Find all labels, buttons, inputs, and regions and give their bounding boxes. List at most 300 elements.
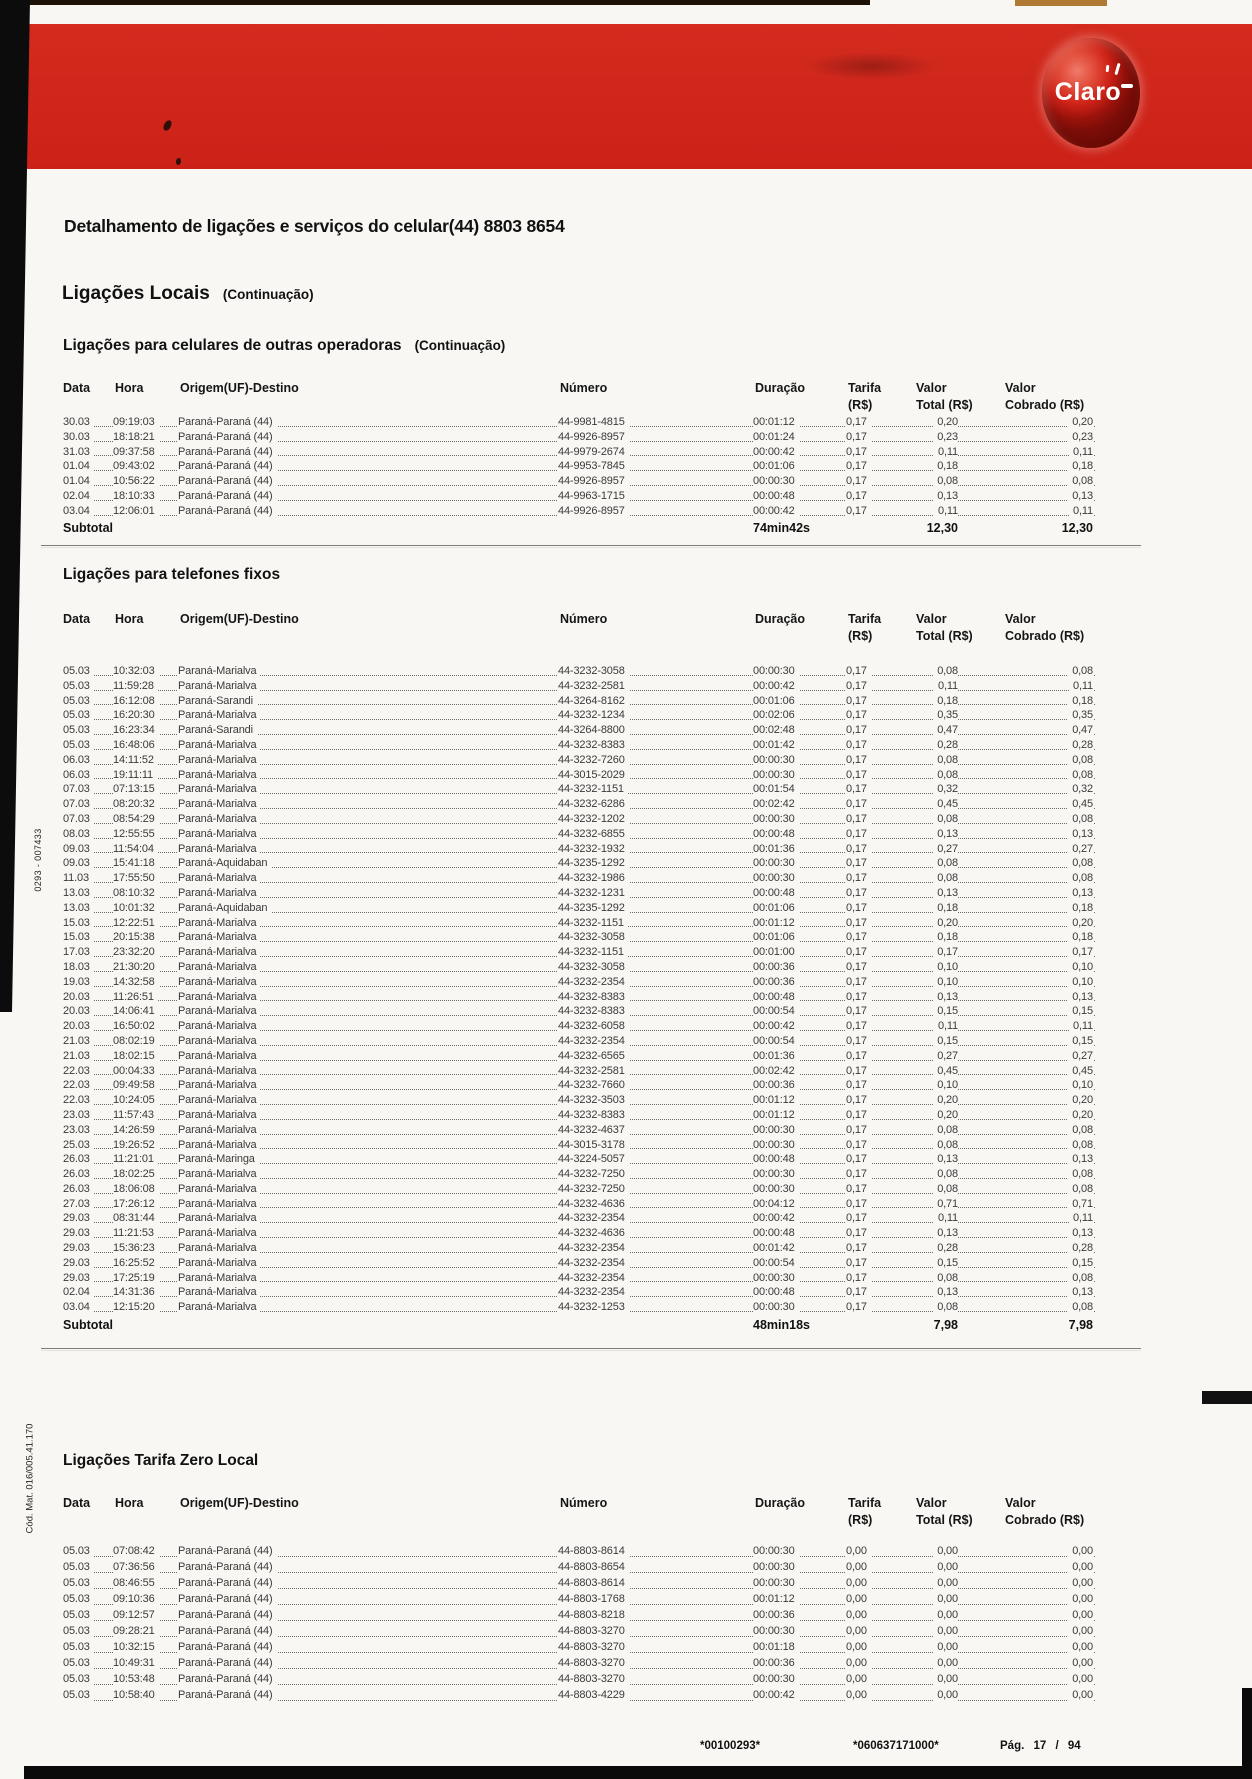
value-charged: 0,00 — [1068, 1560, 1093, 1575]
time: 17:25:19 — [113, 1271, 159, 1286]
tariff: 0,17 — [846, 827, 871, 842]
claro-logo — [1042, 38, 1140, 148]
subtotal-row — [63, 521, 1095, 539]
scan-edge-top-tan — [1015, 0, 1107, 6]
value-total: 0,18 — [933, 901, 958, 916]
date: 05.03 — [63, 1672, 94, 1687]
tariff: 0,17 — [846, 990, 871, 1005]
time: 18:02:25 — [113, 1167, 159, 1182]
duration: 00:01:12 — [753, 1093, 799, 1108]
time: 16:20:30 — [113, 708, 159, 723]
value-charged: 0,15 — [1068, 1004, 1093, 1019]
time: 10:32:15 — [113, 1640, 159, 1655]
value-total: 0,10 — [933, 1078, 958, 1093]
origin-destination: Paraná-Paraná (44) — [178, 1640, 277, 1655]
date: 06.03 — [63, 768, 94, 783]
value-charged: 0,00 — [1068, 1656, 1093, 1671]
value-total: 0,08 — [933, 871, 958, 886]
call-row — [63, 753, 1095, 768]
time: 08:20:32 — [113, 797, 159, 812]
date: 05.03 — [63, 664, 94, 679]
col-header-numero: Número — [560, 612, 608, 626]
value-total: 0,08 — [933, 812, 958, 827]
subtotal-label: Subtotal — [63, 1318, 113, 1332]
value-total: 0,45 — [933, 797, 958, 812]
duration: 00:00:36 — [753, 1656, 799, 1671]
value-total: 0,13 — [933, 990, 958, 1005]
section-title-text: Ligações Locais — [62, 283, 210, 304]
tariff: 0,00 — [846, 1560, 871, 1575]
duration: 00:01:06 — [753, 459, 799, 474]
call-row — [63, 1197, 1095, 1212]
value-total: 0,00 — [933, 1608, 958, 1623]
value-charged: 0,11 — [1069, 1019, 1093, 1034]
value-total: 0,28 — [933, 1241, 958, 1256]
value-total: 0,08 — [933, 1167, 958, 1182]
number: 44-9926-8957 — [558, 430, 629, 445]
date: 23.03 — [63, 1123, 94, 1138]
date: 29.03 — [63, 1211, 94, 1226]
origin-destination: Paraná-Marialva — [178, 812, 260, 827]
number: 44-3235-1292 — [558, 901, 629, 916]
call-row — [63, 1182, 1095, 1197]
origin-destination: Paraná-Marialva — [178, 782, 260, 797]
number: 44-3232-2354 — [558, 1241, 629, 1256]
value-charged: 0,00 — [1068, 1608, 1093, 1623]
number: 44-9926-8957 — [558, 504, 629, 519]
tariff: 0,17 — [846, 1049, 871, 1064]
duration: 00:00:42 — [753, 1688, 799, 1703]
time: 09:28:21 — [113, 1624, 159, 1639]
date: 05.03 — [63, 1656, 94, 1671]
value-charged: 0,11 — [1069, 1211, 1093, 1226]
subtotal-duration: 48min18s — [753, 1318, 810, 1332]
call-row — [63, 1271, 1095, 1286]
tariff: 0,17 — [846, 945, 871, 960]
duration: 00:00:54 — [753, 1034, 799, 1049]
date: 13.03 — [63, 901, 94, 916]
table-celulares-outras-operadoras — [63, 337, 1095, 567]
date: 07.03 — [63, 812, 94, 827]
value-total: 0,08 — [933, 753, 958, 768]
number: 44-3232-7250 — [558, 1167, 629, 1182]
section-title-locais — [62, 283, 314, 305]
duration: 00:01:42 — [753, 738, 799, 753]
value-charged: 0,45 — [1068, 1064, 1093, 1079]
origin-destination: Paraná-Marialva — [178, 960, 260, 975]
col-header-numero: Número — [560, 381, 608, 395]
time: 18:18:21 — [113, 430, 159, 445]
origin-destination: Paraná-Paraná (44) — [178, 1544, 277, 1559]
tariff: 0,17 — [846, 960, 871, 975]
origin-destination: Paraná-Marialva — [178, 797, 260, 812]
col-header-origem: Origem(UF)-Destino — [180, 1496, 299, 1510]
duration: 00:00:30 — [753, 1167, 799, 1182]
time: 18:02:15 — [113, 1049, 159, 1064]
time: 16:48:06 — [113, 738, 159, 753]
duration: 00:00:48 — [753, 886, 799, 901]
value-total: 0,13 — [933, 886, 958, 901]
tariff: 0,17 — [846, 430, 871, 445]
call-row — [63, 504, 1095, 519]
tariff: 0,17 — [846, 1004, 871, 1019]
value-charged: 0,10 — [1068, 1078, 1093, 1093]
tariff: 0,17 — [846, 768, 871, 783]
tariff: 0,17 — [846, 459, 871, 474]
number: 44-3232-2581 — [558, 1064, 629, 1079]
duration: 00:01:00 — [753, 945, 799, 960]
col-header-duracao: Duração — [755, 612, 806, 626]
col-header-tarifa-rs: (R$) — [848, 629, 873, 643]
value-total: 0,11 — [934, 445, 958, 460]
number: 44-9953-7845 — [558, 459, 629, 474]
number: 44-8803-8654 — [558, 1560, 629, 1575]
value-charged: 0,08 — [1068, 856, 1093, 871]
number: 44-9963-1715 — [558, 489, 629, 504]
col-header-hora: Hora — [115, 1496, 144, 1510]
duration: 00:00:30 — [753, 1271, 799, 1286]
tariff: 0,17 — [846, 782, 871, 797]
claro-logo-text: Claro — [1054, 78, 1122, 106]
time: 09:12:57 — [113, 1608, 159, 1623]
time: 18:10:33 — [113, 489, 159, 504]
origin-destination: Paraná-Marialva — [178, 916, 260, 931]
tariff: 0,17 — [846, 1093, 871, 1108]
call-row — [63, 1592, 1095, 1608]
origin-destination: Paraná-Marialva — [178, 1211, 260, 1226]
table-header — [63, 612, 1095, 648]
call-row — [63, 474, 1095, 489]
number: 44-3232-3058 — [558, 664, 629, 679]
col-header-valor-cobrado-rs: Cobrado (R$) — [1005, 629, 1085, 643]
col-header-valor-cobrado: Valor — [1005, 1496, 1036, 1510]
number: 44-3232-2354 — [558, 1211, 629, 1226]
call-row — [63, 916, 1095, 931]
tariff: 0,17 — [846, 489, 871, 504]
time: 10:53:48 — [113, 1672, 159, 1687]
footer-code-left: *00100293* — [700, 1740, 761, 1752]
table-rows — [63, 415, 1095, 519]
origin-destination: Paraná-Marialva — [178, 1138, 260, 1153]
value-total: 0,45 — [933, 1064, 958, 1079]
col-header-valor-cobrado: Valor — [1005, 381, 1036, 395]
number: 44-3232-4636 — [558, 1197, 629, 1212]
value-total: 0,11 — [934, 504, 958, 519]
origin-destination: Paraná-Marialva — [178, 1256, 260, 1271]
call-row — [63, 871, 1095, 886]
date: 19.03 — [63, 975, 94, 990]
value-charged: 0,08 — [1068, 664, 1093, 679]
date: 30.03 — [63, 430, 94, 445]
value-total: 0,00 — [933, 1560, 958, 1575]
date: 05.03 — [63, 1576, 94, 1591]
date: 23.03 — [63, 1108, 94, 1123]
date: 27.03 — [63, 1197, 94, 1212]
call-row — [63, 1608, 1095, 1624]
margin-code-bottom: Cód. Mat. 016/005.41.170 — [24, 1423, 36, 1534]
duration: 00:00:30 — [753, 871, 799, 886]
tariff: 0,17 — [846, 1078, 871, 1093]
date: 18.03 — [63, 960, 94, 975]
duration: 00:00:42 — [753, 1211, 799, 1226]
origin-destination: Paraná-Aquidaban — [178, 901, 271, 916]
value-total: 0,08 — [933, 664, 958, 679]
call-row — [63, 975, 1095, 990]
value-charged: 0,20 — [1068, 415, 1093, 430]
origin-destination: Paraná-Marialva — [178, 1167, 260, 1182]
value-total: 0,28 — [933, 738, 958, 753]
number: 44-8803-4229 — [558, 1688, 629, 1703]
col-header-data: Data — [63, 612, 91, 626]
call-row — [63, 1226, 1095, 1241]
value-total: 0,08 — [933, 856, 958, 871]
call-row — [63, 1093, 1095, 1108]
value-charged: 0,11 — [1069, 504, 1093, 519]
value-charged: 0,08 — [1068, 812, 1093, 827]
date: 20.03 — [63, 1004, 94, 1019]
date: 03.04 — [63, 1300, 94, 1315]
value-total: 0,15 — [933, 1004, 958, 1019]
origin-destination: Paraná-Marialva — [178, 1285, 260, 1300]
tariff: 0,17 — [846, 930, 871, 945]
value-total: 0,13 — [933, 1152, 958, 1167]
subtotal-valor-total: 12,30 — [926, 521, 958, 535]
tariff: 0,17 — [846, 694, 871, 709]
col-header-valor-cobrado-rs: Cobrado (R$) — [1005, 398, 1085, 412]
value-total: 0,00 — [933, 1688, 958, 1703]
number: 44-9926-8957 — [558, 474, 629, 489]
tariff: 0,17 — [846, 812, 871, 827]
number: 44-3232-3058 — [558, 960, 629, 975]
duration: 00:01:12 — [753, 1592, 799, 1607]
origin-destination: Paraná-Paraná (44) — [178, 415, 277, 430]
value-total: 0,10 — [933, 960, 958, 975]
duration: 00:00:48 — [753, 1285, 799, 1300]
date: 13.03 — [63, 886, 94, 901]
date: 15.03 — [63, 930, 94, 945]
col-header-hora: Hora — [115, 612, 144, 626]
col-header-valor-cobrado: Valor — [1005, 612, 1036, 626]
time: 19:11:11 — [113, 768, 157, 783]
value-charged: 0,00 — [1068, 1640, 1093, 1655]
tariff: 0,17 — [846, 871, 871, 886]
margin-code-top: 0293 - 007433 — [33, 828, 43, 892]
call-row — [63, 1167, 1095, 1182]
call-row — [63, 738, 1095, 753]
tariff: 0,00 — [846, 1592, 871, 1607]
section-title-fixos: Ligações para telefones fixos — [63, 566, 281, 583]
call-row — [63, 1300, 1095, 1315]
date: 02.04 — [63, 489, 94, 504]
tariff: 0,00 — [846, 1656, 871, 1671]
value-charged: 0,20 — [1068, 916, 1093, 931]
tariff: 0,00 — [846, 1576, 871, 1591]
tariff: 0,17 — [846, 901, 871, 916]
date: 05.03 — [63, 694, 94, 709]
tariff: 0,17 — [846, 664, 871, 679]
time: 00:04:33 — [113, 1064, 159, 1079]
duration: 00:00:54 — [753, 1256, 799, 1271]
date: 01.04 — [63, 459, 94, 474]
value-charged: 0,13 — [1068, 1226, 1093, 1241]
time: 10:58:40 — [113, 1688, 159, 1703]
duration: 00:00:48 — [753, 1152, 799, 1167]
origin-destination: Paraná-Paraná (44) — [178, 1608, 277, 1623]
col-header-duracao: Duração — [755, 1496, 806, 1510]
call-row — [63, 1256, 1095, 1271]
date: 17.03 — [63, 945, 94, 960]
call-row — [63, 694, 1095, 709]
duration: 00:00:48 — [753, 827, 799, 842]
time: 10:56:22 — [113, 474, 159, 489]
value-charged: 0,08 — [1068, 474, 1093, 489]
table-header — [63, 1496, 1095, 1532]
origin-destination: Paraná-Marialva — [178, 753, 260, 768]
duration: 00:01:06 — [753, 930, 799, 945]
call-row — [63, 679, 1095, 694]
tariff: 0,00 — [846, 1640, 871, 1655]
scan-edge-top — [0, 0, 870, 5]
value-charged: 0,00 — [1068, 1672, 1093, 1687]
tariff: 0,00 — [846, 1672, 871, 1687]
duration: 00:02:42 — [753, 797, 799, 812]
date: 31.03 — [63, 445, 94, 460]
number: 44-3232-1202 — [558, 812, 629, 827]
origin-destination: Paraná-Paraná (44) — [178, 474, 277, 489]
scan-speck — [175, 158, 181, 166]
time: 18:06:08 — [113, 1182, 159, 1197]
time: 14:31:36 — [113, 1285, 159, 1300]
tariff: 0,00 — [846, 1608, 871, 1623]
tariff: 0,17 — [846, 1300, 871, 1315]
duration: 00:00:30 — [753, 856, 799, 871]
time: 11:59:28 — [113, 679, 158, 694]
subtotal-valor-total: 7,98 — [933, 1318, 958, 1332]
col-header-valor-total: Valor — [916, 1496, 947, 1510]
value-total: 0,08 — [933, 1300, 958, 1315]
value-charged: 0,00 — [1068, 1544, 1093, 1559]
tariff: 0,17 — [846, 797, 871, 812]
origin-destination: Paraná-Marialva — [178, 827, 260, 842]
tariff: 0,17 — [846, 1256, 871, 1271]
origin-destination: Paraná-Marialva — [178, 930, 260, 945]
value-charged: 0,27 — [1068, 842, 1093, 857]
call-row — [63, 1049, 1095, 1064]
time: 09:43:02 — [113, 459, 159, 474]
value-total: 0,18 — [933, 930, 958, 945]
value-charged: 0,11 — [1069, 445, 1093, 460]
number: 44-3232-6855 — [558, 827, 629, 842]
call-row — [63, 1004, 1095, 1019]
duration: 00:00:30 — [753, 768, 799, 783]
time: 08:10:32 — [113, 886, 159, 901]
duration: 00:00:30 — [753, 812, 799, 827]
number: 44-3264-8800 — [558, 723, 629, 738]
value-charged: 0,18 — [1068, 901, 1093, 916]
duration: 00:01:18 — [753, 1640, 799, 1655]
value-total: 0,08 — [933, 768, 958, 783]
value-total: 0,13 — [933, 1226, 958, 1241]
number: 44-9979-2674 — [558, 445, 629, 460]
origin-destination: Paraná-Marialva — [178, 1049, 260, 1064]
number: 44-3224-5057 — [558, 1152, 629, 1167]
date: 09.03 — [63, 842, 94, 857]
duration: 00:02:48 — [753, 723, 799, 738]
number: 44-3232-1151 — [558, 945, 628, 960]
call-row — [63, 1019, 1095, 1034]
value-charged: 0,20 — [1068, 1093, 1093, 1108]
number: 44-3232-2354 — [558, 1256, 629, 1271]
tariff: 0,17 — [846, 886, 871, 901]
value-total: 0,11 — [934, 1211, 958, 1226]
value-total: 0,23 — [933, 430, 958, 445]
duration: 00:01:42 — [753, 1241, 799, 1256]
logo-accent-icon — [1106, 65, 1110, 72]
time: 07:36:56 — [113, 1560, 159, 1575]
number: 44-3232-8383 — [558, 1108, 629, 1123]
origin-destination: Paraná-Paraná (44) — [178, 459, 277, 474]
duration: 00:00:30 — [753, 1672, 799, 1687]
time: 11:54:04 — [113, 842, 158, 857]
tariff: 0,17 — [846, 445, 871, 460]
origin-destination: Paraná-Marialva — [178, 1123, 260, 1138]
number: 44-8803-8614 — [558, 1576, 629, 1591]
origin-destination: Paraná-Marialva — [178, 975, 260, 990]
duration: 00:04:12 — [753, 1197, 799, 1212]
number: 44-3232-4637 — [558, 1123, 629, 1138]
scan-edge-bottom — [24, 1766, 1252, 1779]
value-charged: 0,08 — [1068, 1138, 1093, 1153]
time: 10:01:32 — [113, 901, 159, 916]
number: 44-3232-1231 — [558, 886, 629, 901]
value-total: 0,08 — [933, 1123, 958, 1138]
date: 30.03 — [63, 415, 94, 430]
number: 44-3015-2029 — [558, 768, 629, 783]
date: 15.03 — [63, 916, 94, 931]
value-charged: 0,13 — [1068, 827, 1093, 842]
number: 44-3232-1932 — [558, 842, 629, 857]
number: 44-3232-6565 — [558, 1049, 629, 1064]
call-row — [63, 459, 1095, 474]
date: 26.03 — [63, 1152, 94, 1167]
value-total: 0,27 — [933, 842, 958, 857]
date: 09.03 — [63, 856, 94, 871]
time: 23:32:20 — [113, 945, 159, 960]
time: 10:24:05 — [113, 1093, 159, 1108]
origin-destination: Paraná-Maringa — [178, 1152, 259, 1167]
time: 12:55:55 — [113, 827, 159, 842]
value-charged: 0,11 — [1069, 679, 1093, 694]
date: 05.03 — [63, 708, 94, 723]
call-row — [63, 1034, 1095, 1049]
value-total: 0,15 — [933, 1034, 958, 1049]
logo-accent-icon — [1114, 63, 1120, 75]
call-row — [63, 1108, 1095, 1123]
number: 44-3232-2354 — [558, 1285, 629, 1300]
value-charged: 0,15 — [1068, 1034, 1093, 1049]
number: 44-3264-8162 — [558, 694, 629, 709]
time: 14:32:58 — [113, 975, 159, 990]
value-charged: 0,13 — [1068, 1285, 1093, 1300]
origin-destination: Paraná-Paraná (44) — [178, 1624, 277, 1639]
duration: 00:00:30 — [753, 1576, 799, 1591]
page-number: Pág. 17 / 94 — [1000, 1740, 1081, 1752]
call-row — [63, 1152, 1095, 1167]
time: 16:12:08 — [113, 694, 159, 709]
call-row — [63, 1672, 1095, 1688]
value-charged: 0,13 — [1068, 489, 1093, 504]
value-total: 0,00 — [933, 1592, 958, 1607]
